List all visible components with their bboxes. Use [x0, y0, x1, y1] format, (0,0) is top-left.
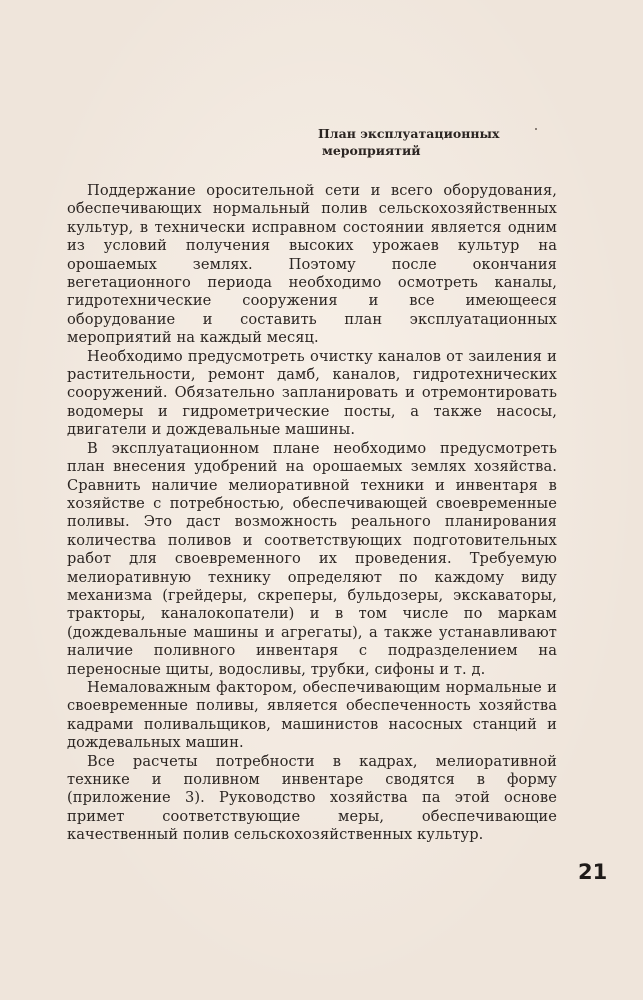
section-heading-line-1: План эксплуатационных	[318, 126, 500, 141]
paragraph-2: Необходимо предусмотреть очистку каналов от заиления и растительности, ремонт дамб, каналов, гидротехнических сооружений. Обязательно запланировать и отремонтировать водомеры и гидрометрические посты, а также насосы, двигатели и дождевальные машины.	[67, 347, 557, 439]
page-number: 21	[578, 860, 608, 884]
body-text	[67, 182, 557, 845]
paragraph-4: Немаловажным фактором, обеспечивающим нормальные и своевременные поливы, является обеспеченность хозяйства кадрами поливальщиков, машинистов насосных станций и дождевальных машин.	[67, 678, 557, 752]
paragraph-1: Поддержание оросительной сети и всего оборудования, обеспечивающих нормальный полив сельскохозяйственных культур, в технически исправном состоянии является одним из условий получения высоких урожаев культур на орошаемых землях. Поэтому после окончания вегетационного периода необходимо осмотреть каналы, гидротехнические сооружения и все имеющееся оборудование и составить план эксплуатационных мероприятий на каждый месяц.	[67, 182, 557, 347]
paragraph-5: Все расчеты потребности в кадрах, мелиоративной технике и поливном инвентаре сводятся в форму (приложение 3). Руководство хозяйства па этой основе примет соответствующие меры, обеспечивающие качественный полив сельскохозяйственных культур.	[67, 752, 557, 844]
paragraph-3: В эксплуатационном плане необходимо предусмотреть план внесения удобрений на орошаемых землях хозяйства. Сравнить наличие мелиоративной техники и инвентаря в хозяйстве с потребностью, обеспечивающей своевременные поливы. Это даст возможность реального планирования количества поливов и соответствующих подготовительных работ для своевременного их проведения. Требуемую мелиоративную технику определяют по каждому виду механизма (грейдеры, скреперы, бульдозеры, экскаваторы, тракторы, каналокопатели) и в том числе по маркам (дождевальные машины и агрегаты), а также устанавливают наличие поливного инвентаря с подразделением на переносные щиты, водосливы, трубки, сифоны и т. д.	[67, 439, 557, 678]
section-heading-line-2: мероприятий	[322, 143, 421, 158]
section-heading	[318, 125, 538, 159]
